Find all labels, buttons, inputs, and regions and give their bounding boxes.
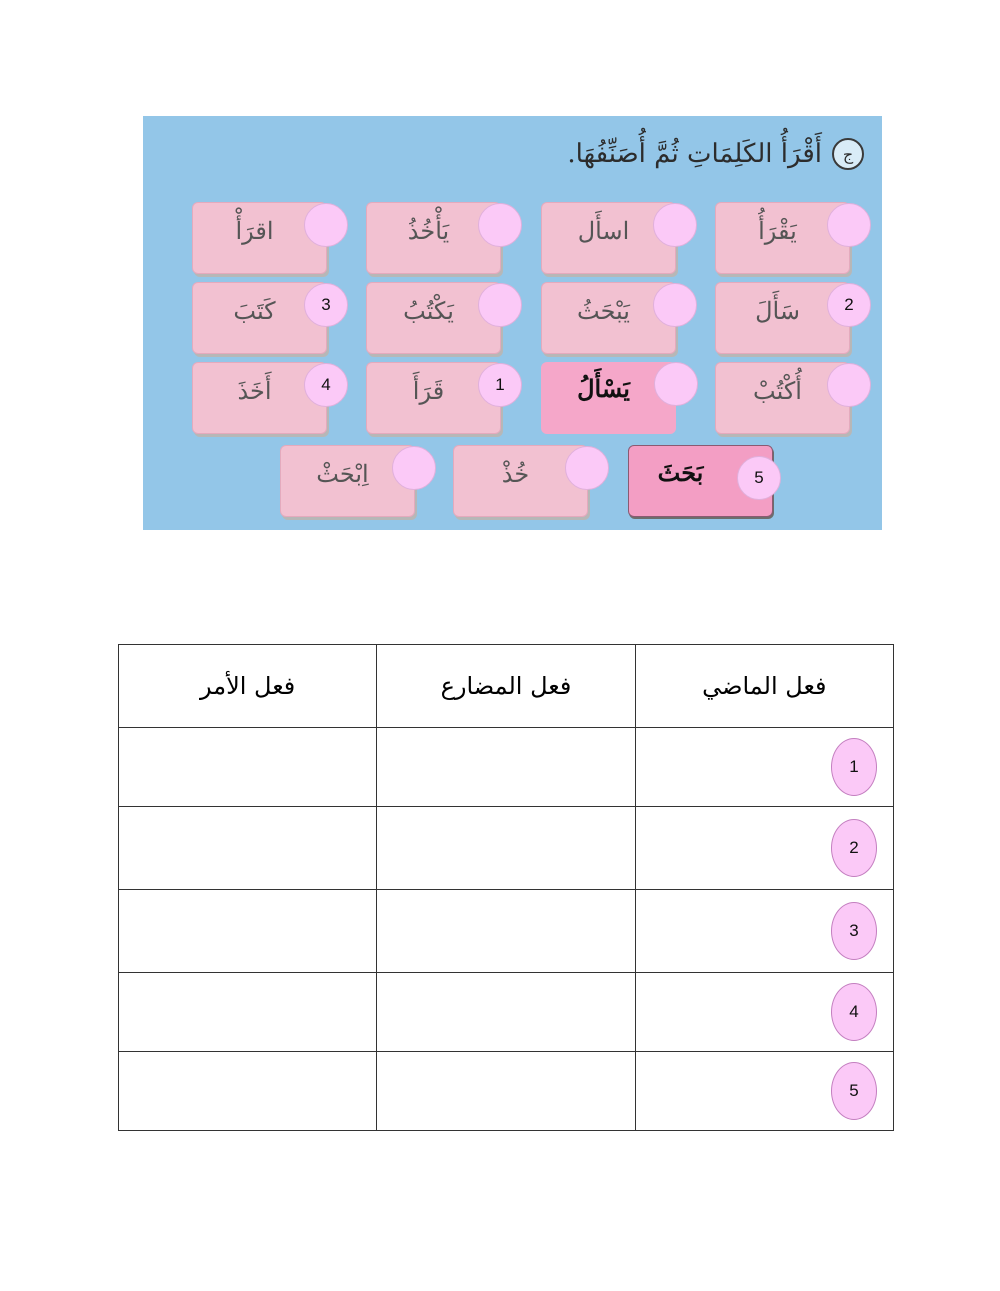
word-card[interactable] [192, 202, 327, 274]
drop-slot[interactable]: 5 [737, 456, 781, 500]
imperative-cell[interactable] [119, 807, 377, 890]
header-imperative-verb: فعل الأمر [119, 645, 377, 728]
word-label: سَأَلَ [755, 297, 800, 325]
word-label: قَرَأَ [412, 377, 445, 405]
word-label: بَحَثَ [657, 458, 704, 487]
word-card[interactable] [541, 282, 676, 354]
word-card-highlighted[interactable] [541, 362, 676, 434]
imperative-cell[interactable] [119, 1052, 377, 1131]
present-cell[interactable] [377, 807, 635, 890]
row-number-badge: 5 [831, 1062, 877, 1120]
word-label: كَتَبَ [233, 297, 276, 325]
word-label: اِبْحَثْ [316, 460, 369, 488]
row-number-badge: 1 [831, 738, 877, 796]
classification-table [118, 644, 894, 1131]
word-label: خُذْ [501, 460, 530, 488]
table-row [119, 728, 894, 807]
word-card[interactable] [280, 445, 415, 517]
word-label: أَخَذَ [237, 377, 272, 405]
word-card[interactable] [366, 362, 505, 434]
word-sort-panel [143, 116, 882, 530]
past-cell[interactable] [635, 728, 893, 807]
drop-slot[interactable] [478, 203, 522, 247]
imperative-cell[interactable] [119, 890, 377, 973]
header-past-verb: فعل الماضي [635, 645, 893, 728]
word-card[interactable] [192, 362, 331, 434]
drop-slot[interactable] [304, 203, 348, 247]
drop-slot[interactable]: 1 [478, 363, 522, 407]
past-cell[interactable] [635, 973, 893, 1052]
row-number-badge: 3 [831, 902, 877, 960]
row-number-badge: 2 [831, 819, 877, 877]
present-cell[interactable] [377, 973, 635, 1052]
drop-slot[interactable] [653, 203, 697, 247]
imperative-cell[interactable] [119, 973, 377, 1052]
drop-slot[interactable]: 4 [304, 363, 348, 407]
drop-slot[interactable] [478, 283, 522, 327]
word-card[interactable] [715, 202, 850, 274]
word-label: أُكْتُبْ [753, 377, 802, 405]
drop-slot[interactable]: 2 [827, 283, 871, 327]
header-present-verb: فعل المضارع [377, 645, 635, 728]
present-cell[interactable] [377, 1052, 635, 1131]
drop-slot[interactable] [653, 283, 697, 327]
word-label: اسأَل [577, 217, 630, 245]
word-label: اقرَأْ [235, 217, 274, 245]
word-card[interactable] [453, 445, 588, 517]
word-card[interactable] [715, 362, 850, 434]
word-label: يَبْحَثُ [577, 297, 630, 325]
past-cell[interactable] [635, 1052, 893, 1131]
exercise-marker: ج [832, 138, 864, 170]
word-label: يَأْخُذُ [407, 217, 450, 245]
drop-slot[interactable] [827, 363, 871, 407]
instruction-text: أَقْرَأُ الكَلِمَاتِ ثُمَّ أُصَنِّفُهَا. [567, 139, 822, 169]
table-row [119, 1052, 894, 1131]
table-row [119, 973, 894, 1052]
imperative-cell[interactable] [119, 728, 377, 807]
drop-slot[interactable] [654, 362, 698, 406]
present-cell[interactable] [377, 890, 635, 973]
drop-slot[interactable]: 3 [304, 283, 348, 327]
past-cell[interactable] [635, 807, 893, 890]
row-number-badge: 4 [831, 983, 877, 1041]
word-label: يَسْأَلُ [577, 374, 630, 403]
table-row [119, 807, 894, 890]
word-card[interactable] [541, 202, 676, 274]
word-card-selected[interactable] [628, 445, 773, 517]
table-row [119, 890, 894, 973]
table-header-row [119, 645, 894, 728]
instruction-heading [567, 138, 864, 170]
word-card[interactable] [715, 282, 854, 354]
present-cell[interactable] [377, 728, 635, 807]
word-card[interactable] [366, 202, 501, 274]
word-card[interactable] [366, 282, 501, 354]
drop-slot[interactable] [827, 203, 871, 247]
word-card[interactable] [192, 282, 331, 354]
past-cell[interactable] [635, 890, 893, 973]
word-label: يَقْرَأُ [758, 217, 797, 245]
drop-slot[interactable] [392, 446, 436, 490]
word-label: يَكْتُبُ [403, 297, 454, 325]
drop-slot[interactable] [565, 446, 609, 490]
